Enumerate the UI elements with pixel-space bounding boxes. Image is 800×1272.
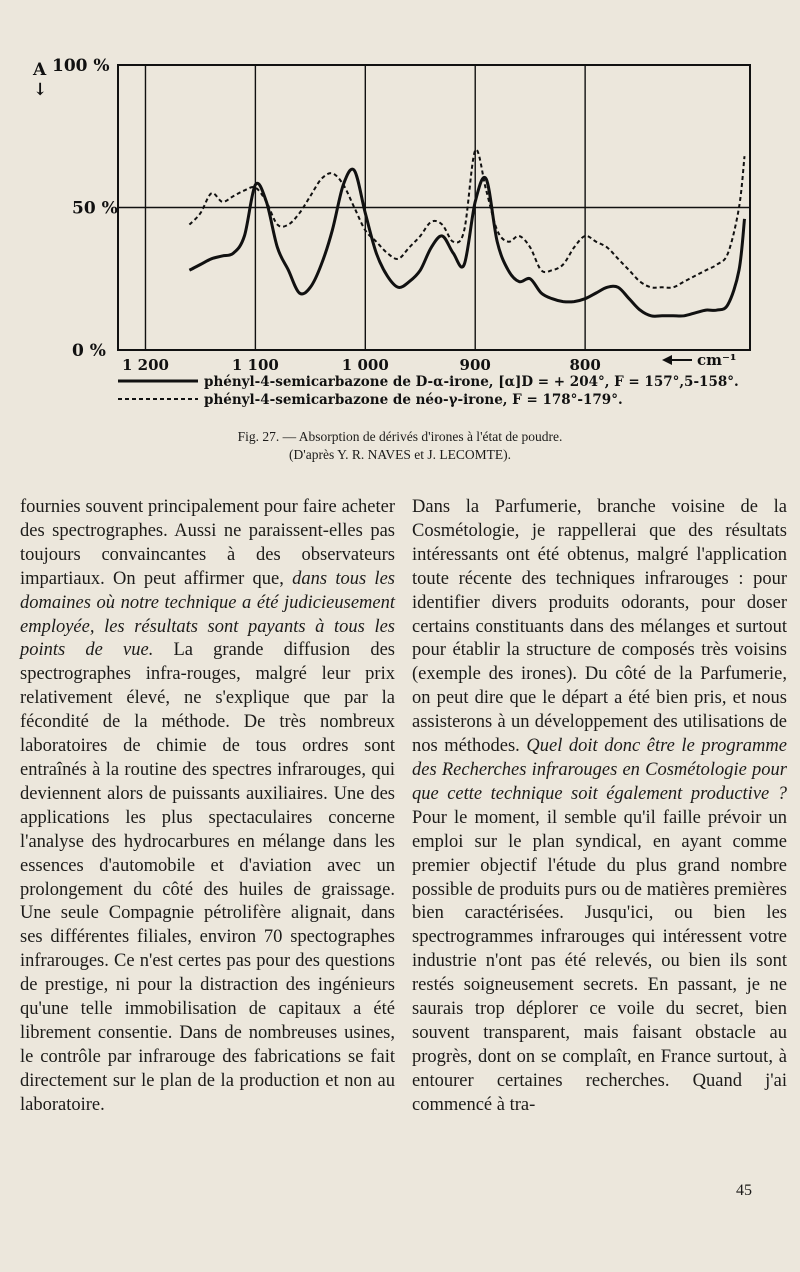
- caption-line-2: (D'après Y. R. NAVES et J. LECOMTE).: [289, 447, 511, 462]
- ir-absorption-chart: [0, 40, 800, 420]
- x-axis: [122, 356, 601, 374]
- caption-line-1: Fig. 27. — Absorption de dérivés d'irones à l'état de poudre.: [237, 429, 563, 444]
- left-column: [20, 496, 395, 1118]
- right-column-text: [412, 496, 787, 1118]
- x-unit-label: cm⁻¹: [697, 351, 737, 369]
- x-unit-arrowhead: [662, 355, 672, 365]
- legend-entry: phényl-4-semicarbazone de D-α-irone, [α]D = + 204°, F = 157°,5-158°.: [204, 374, 739, 390]
- y-tick-label: 100 %: [52, 56, 110, 76]
- right-column: [412, 496, 787, 1118]
- y-axis: [32, 56, 118, 361]
- chart-series: [189, 150, 744, 317]
- figure-caption: [130, 428, 670, 464]
- chart-legend: [118, 374, 739, 408]
- left-column-text: [20, 496, 395, 1118]
- legend-entry: phényl-4-semicarbazone de néo-γ-irone, F = 178°-179°.: [204, 392, 623, 408]
- x-tick-label: 1 000: [341, 356, 389, 374]
- x-tick-label: 900: [459, 356, 491, 374]
- text-run: La grande diffusion des spectrographes infra-rouges, malgré leur prix relativement élevé, ne s'explique que par la fécondité de la méthode. De très nombreux laboratoires de chimie de tous ordres sont entraînés à la routine des spectres infrarouges, qui deviennent alors de puissants auxiliaires. Une des applications les plus spectaculaires concerne l'analyse des hydrocarbures en mélange dans les essences d'automobile et d'aviation avec un prolongement du côté des huiles de graissage. Une seule Compagnie pétrolifère alignait, dans ses différentes filiales, environ 70 spectographes infrarouges. Ce n'est certes pas pour des questions de prestige, ni pour la distraction des ingénieurs qu'une telle immobilisation de capitaux a été librement consentie. Dans de nombreuses usines, le contrôle par infrarouge des fabrications se fait directement sur le plan de la production et non au laboratoire.: [20, 640, 395, 1115]
- text-run-italic: Quel doit donc être le programme des Recherches infrarouges en Cosmétologie pour que cette technique soit également productive ?: [412, 736, 787, 804]
- y-tick-label: 50 %: [72, 198, 118, 219]
- x-tick-label: 1 200: [121, 356, 169, 374]
- series-line-neo-gamma-irone: [189, 150, 744, 288]
- text-run: Dans la Parfumerie, branche voisine de la Cosmétologie, je rappellerai que des résultats intéressants ont été obtenus, malgré l'application toute récente des techniques infrarouges : pour identifier divers produits odorants, pour doser certains constituants dans des mélanges et surtout pour établir la structure de composés très voisins (exemple des irones). Du côté de la Parfumerie, on peut dire que le départ a été bien pris, et nous assisterons à un développement des utilisations de nos méthodes.: [412, 497, 787, 757]
- series-line-d-alpha-irone: [189, 169, 744, 316]
- y-axis-arrow: ↓: [33, 80, 48, 100]
- text-run: On peut affirmer que,: [113, 568, 293, 589]
- x-tick-label: 1 100: [231, 356, 279, 374]
- text-run-italic: dans tous les domaines où notre technique a été judicieusement employée, les résultats sont payants à tous les points de vue.: [20, 568, 395, 661]
- y-axis-letter: A: [33, 60, 47, 80]
- x-axis-unit: [662, 351, 737, 369]
- x-tick-label: 800: [569, 356, 601, 374]
- text-run: Pour le moment, il semble qu'il faille prévoir un emploi sur le plan syndical, en ayant comme premier objectif l'étude du plus grand nombre possible de produits purs ou de matières premières bien caractérisées. Jusqu'ici, ou bien les spectrogrammes infrarouges qui intéressent votre industrie n'ont pas été relevés, ou bien ils sont restés soigneusement secrets. En passant, je ne saurais trop déplorer ce voile du secret, bien souvent transparent, mais faisant obstacle au progrès, dont on se complaît, en France surtout, à entourer certaines recherches. Quand j'ai commencé à tra-: [412, 807, 787, 1115]
- chart-grid: [118, 65, 750, 350]
- y-tick-label: 0 %: [72, 341, 106, 361]
- page-number: 45: [736, 1182, 752, 1199]
- text-run: fournies souvent principalement pour faire acheter des spectrographes. Aussi ne paraissent-elles pas toujours convaincantes à des observateurs impartiaux.: [20, 497, 395, 589]
